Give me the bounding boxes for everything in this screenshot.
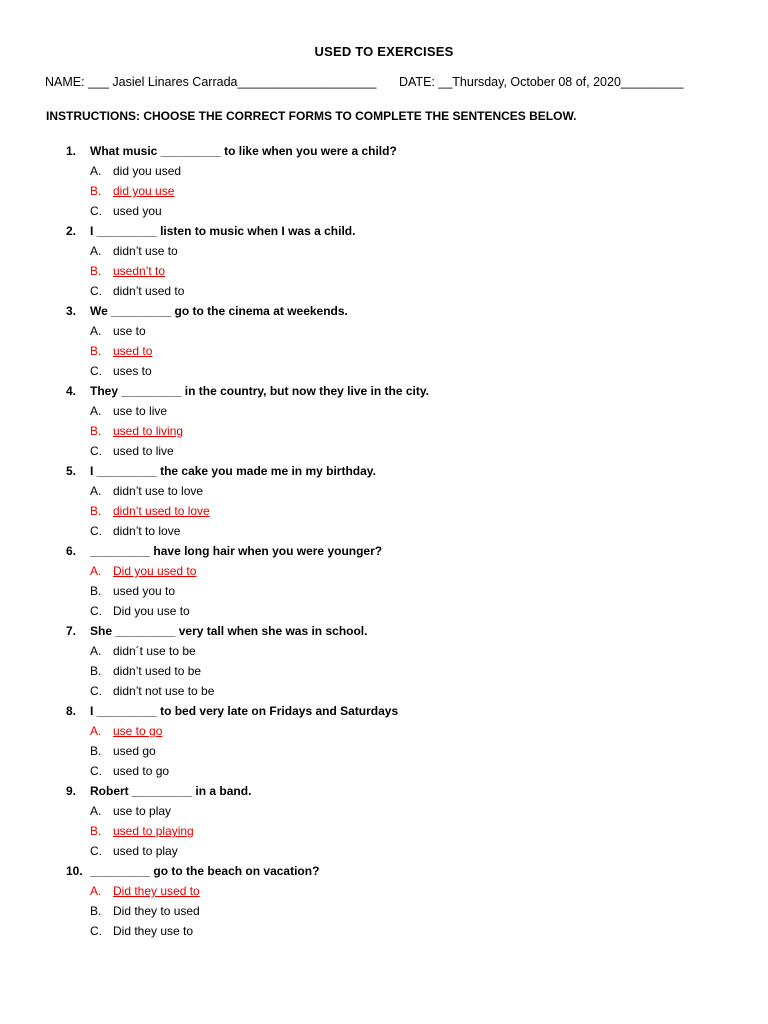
option-text: usedn’t to: [113, 264, 166, 278]
option-letter: C.: [90, 524, 102, 538]
option-letter: B.: [90, 184, 102, 198]
name-block: [45, 75, 377, 89]
question-number: 1.: [66, 144, 77, 158]
option-letter: C.: [90, 284, 102, 298]
option-letter: B.: [90, 504, 102, 518]
option-letter: B.: [90, 264, 102, 278]
question-line: [0, 461, 768, 481]
name-value: ___ Jasiel Linares Carrada____________________: [88, 75, 377, 89]
answer-option: [0, 321, 768, 341]
question-number: 6.: [66, 544, 77, 558]
question-text: I _________ the cake you made me in my birthday.: [90, 464, 376, 478]
answer-option: [0, 401, 768, 421]
option-text: Did they used to: [113, 884, 200, 898]
answer-option: [0, 681, 768, 701]
option-text: didn’t used to be: [113, 664, 202, 678]
option-text: didn’t to love: [113, 524, 181, 538]
option-text: uses to: [113, 364, 152, 378]
question-number: 7.: [66, 624, 77, 638]
answer-option: [0, 521, 768, 541]
option-text: used to play: [113, 844, 178, 858]
answer-option-selected: [0, 501, 768, 521]
option-letter: A.: [90, 164, 102, 178]
answer-option-selected: [0, 421, 768, 441]
question-text: What music _________ to like when you were a child?: [90, 144, 397, 158]
option-letter: C.: [90, 364, 102, 378]
question-item: [0, 621, 768, 701]
question-text: I _________ listen to music when I was a child.: [90, 224, 356, 238]
option-text: use to go: [113, 724, 163, 738]
date-label: DATE:: [399, 75, 435, 89]
answer-option-selected: [0, 821, 768, 841]
question-number: 4.: [66, 384, 77, 398]
answer-option: [0, 361, 768, 381]
question-text: I _________ to bed very late on Fridays and Saturdays: [90, 704, 399, 718]
question-item: [0, 381, 768, 461]
question-text: She _________ very tall when she was in school.: [90, 624, 368, 638]
option-text: Did you used to: [113, 564, 197, 578]
answer-option: [0, 901, 768, 921]
question-list: [0, 141, 768, 941]
option-text: used go: [113, 744, 156, 758]
option-letter: A.: [90, 804, 102, 818]
question-number: 5.: [66, 464, 77, 478]
option-text: used you: [113, 204, 162, 218]
option-letter: B.: [90, 344, 102, 358]
answer-option-selected: [0, 341, 768, 361]
option-letter: A.: [90, 324, 102, 338]
option-text: use to: [113, 324, 146, 338]
answer-option: [0, 921, 768, 941]
question-item: [0, 301, 768, 381]
option-text: used to live: [113, 444, 174, 458]
option-text: use to play: [113, 804, 172, 818]
question-text: _________ have long hair when you were younger?: [90, 544, 383, 558]
question-line: [0, 381, 768, 401]
option-text: didn’t used to: [113, 284, 185, 298]
answer-option: [0, 601, 768, 621]
question-item: [0, 141, 768, 221]
answer-option: [0, 841, 768, 861]
option-letter: B.: [90, 664, 102, 678]
option-letter: A.: [90, 484, 102, 498]
answer-option-selected: [0, 721, 768, 741]
option-letter: A.: [90, 644, 102, 658]
option-letter: A.: [90, 724, 102, 738]
question-line: [0, 621, 768, 641]
question-line: [0, 781, 768, 801]
date-block: [399, 75, 683, 89]
answer-option: [0, 441, 768, 461]
answer-option: [0, 201, 768, 221]
answer-option: [0, 741, 768, 761]
question-number: 3.: [66, 304, 77, 318]
answer-option: [0, 641, 768, 661]
question-line: [0, 701, 768, 721]
option-text: Did they to used: [113, 904, 200, 918]
date-value: __Thursday, October 08 of, 2020_________: [438, 75, 684, 89]
question-line: [0, 221, 768, 241]
option-text: used to: [113, 344, 153, 358]
question-item: [0, 461, 768, 541]
option-text: used you to: [113, 584, 176, 598]
option-letter: C.: [90, 844, 102, 858]
question-item: [0, 541, 768, 621]
document-title: USED TO EXERCISES: [314, 44, 454, 59]
answer-option: [0, 581, 768, 601]
info-row: [45, 75, 735, 89]
option-letter: C.: [90, 204, 102, 218]
option-text: didn´t use to be: [113, 644, 196, 658]
name-label: NAME:: [45, 75, 85, 89]
question-number: 2.: [66, 224, 77, 238]
option-letter: B.: [90, 424, 102, 438]
question-text: They _________ in the country, but now they live in the city.: [90, 384, 429, 398]
answer-option-selected: [0, 261, 768, 281]
option-text: didn’t use to: [113, 244, 178, 258]
option-text: didn’t used to love: [113, 504, 210, 518]
instructions: INSTRUCTIONS: CHOOSE THE CORRECT FORMS TO COMPLETE THE SENTENCES BELOW.: [46, 109, 577, 123]
question-number: 8.: [66, 704, 77, 718]
answer-option: [0, 161, 768, 181]
question-line: [0, 301, 768, 321]
answer-option-selected: [0, 181, 768, 201]
option-letter: B.: [90, 744, 102, 758]
question-text: We _________ go to the cinema at weekends.: [90, 304, 348, 318]
answer-option: [0, 241, 768, 261]
question-item: [0, 221, 768, 301]
answer-option: [0, 661, 768, 681]
option-letter: C.: [90, 444, 102, 458]
answer-option-selected: [0, 561, 768, 581]
question-item: [0, 781, 768, 861]
answer-option: [0, 481, 768, 501]
option-letter: A.: [90, 244, 102, 258]
question-line: [0, 141, 768, 161]
question-item: [0, 701, 768, 781]
option-letter: B.: [90, 824, 102, 838]
option-letter: A.: [90, 564, 102, 578]
option-text: didn’t not use to be: [113, 684, 215, 698]
question-item: [0, 861, 768, 941]
option-letter: C.: [90, 684, 102, 698]
answer-option: [0, 801, 768, 821]
answer-option: [0, 761, 768, 781]
answer-option: [0, 281, 768, 301]
option-text: use to live: [113, 404, 168, 418]
option-letter: B.: [90, 904, 102, 918]
option-letter: B.: [90, 584, 102, 598]
question-line: [0, 541, 768, 561]
option-letter: A.: [90, 884, 102, 898]
question-text: _________ go to the beach on vacation?: [90, 864, 320, 878]
question-number: 10.: [66, 864, 83, 878]
answer-option-selected: [0, 881, 768, 901]
option-text: Did you use to: [113, 604, 190, 618]
option-text: did you use: [113, 184, 175, 198]
question-line: [0, 861, 768, 881]
option-text: used to playing: [113, 824, 194, 838]
option-letter: A.: [90, 404, 102, 418]
option-text: used to living: [113, 424, 184, 438]
question-number: 9.: [66, 784, 77, 798]
option-text: didn’t use to love: [113, 484, 204, 498]
question-text: Robert _________ in a band.: [90, 784, 252, 798]
option-text: used to go: [113, 764, 170, 778]
option-letter: C.: [90, 764, 102, 778]
option-letter: C.: [90, 604, 102, 618]
option-text: did you used: [113, 164, 182, 178]
option-text: Did they use to: [113, 924, 194, 938]
option-letter: C.: [90, 924, 102, 938]
